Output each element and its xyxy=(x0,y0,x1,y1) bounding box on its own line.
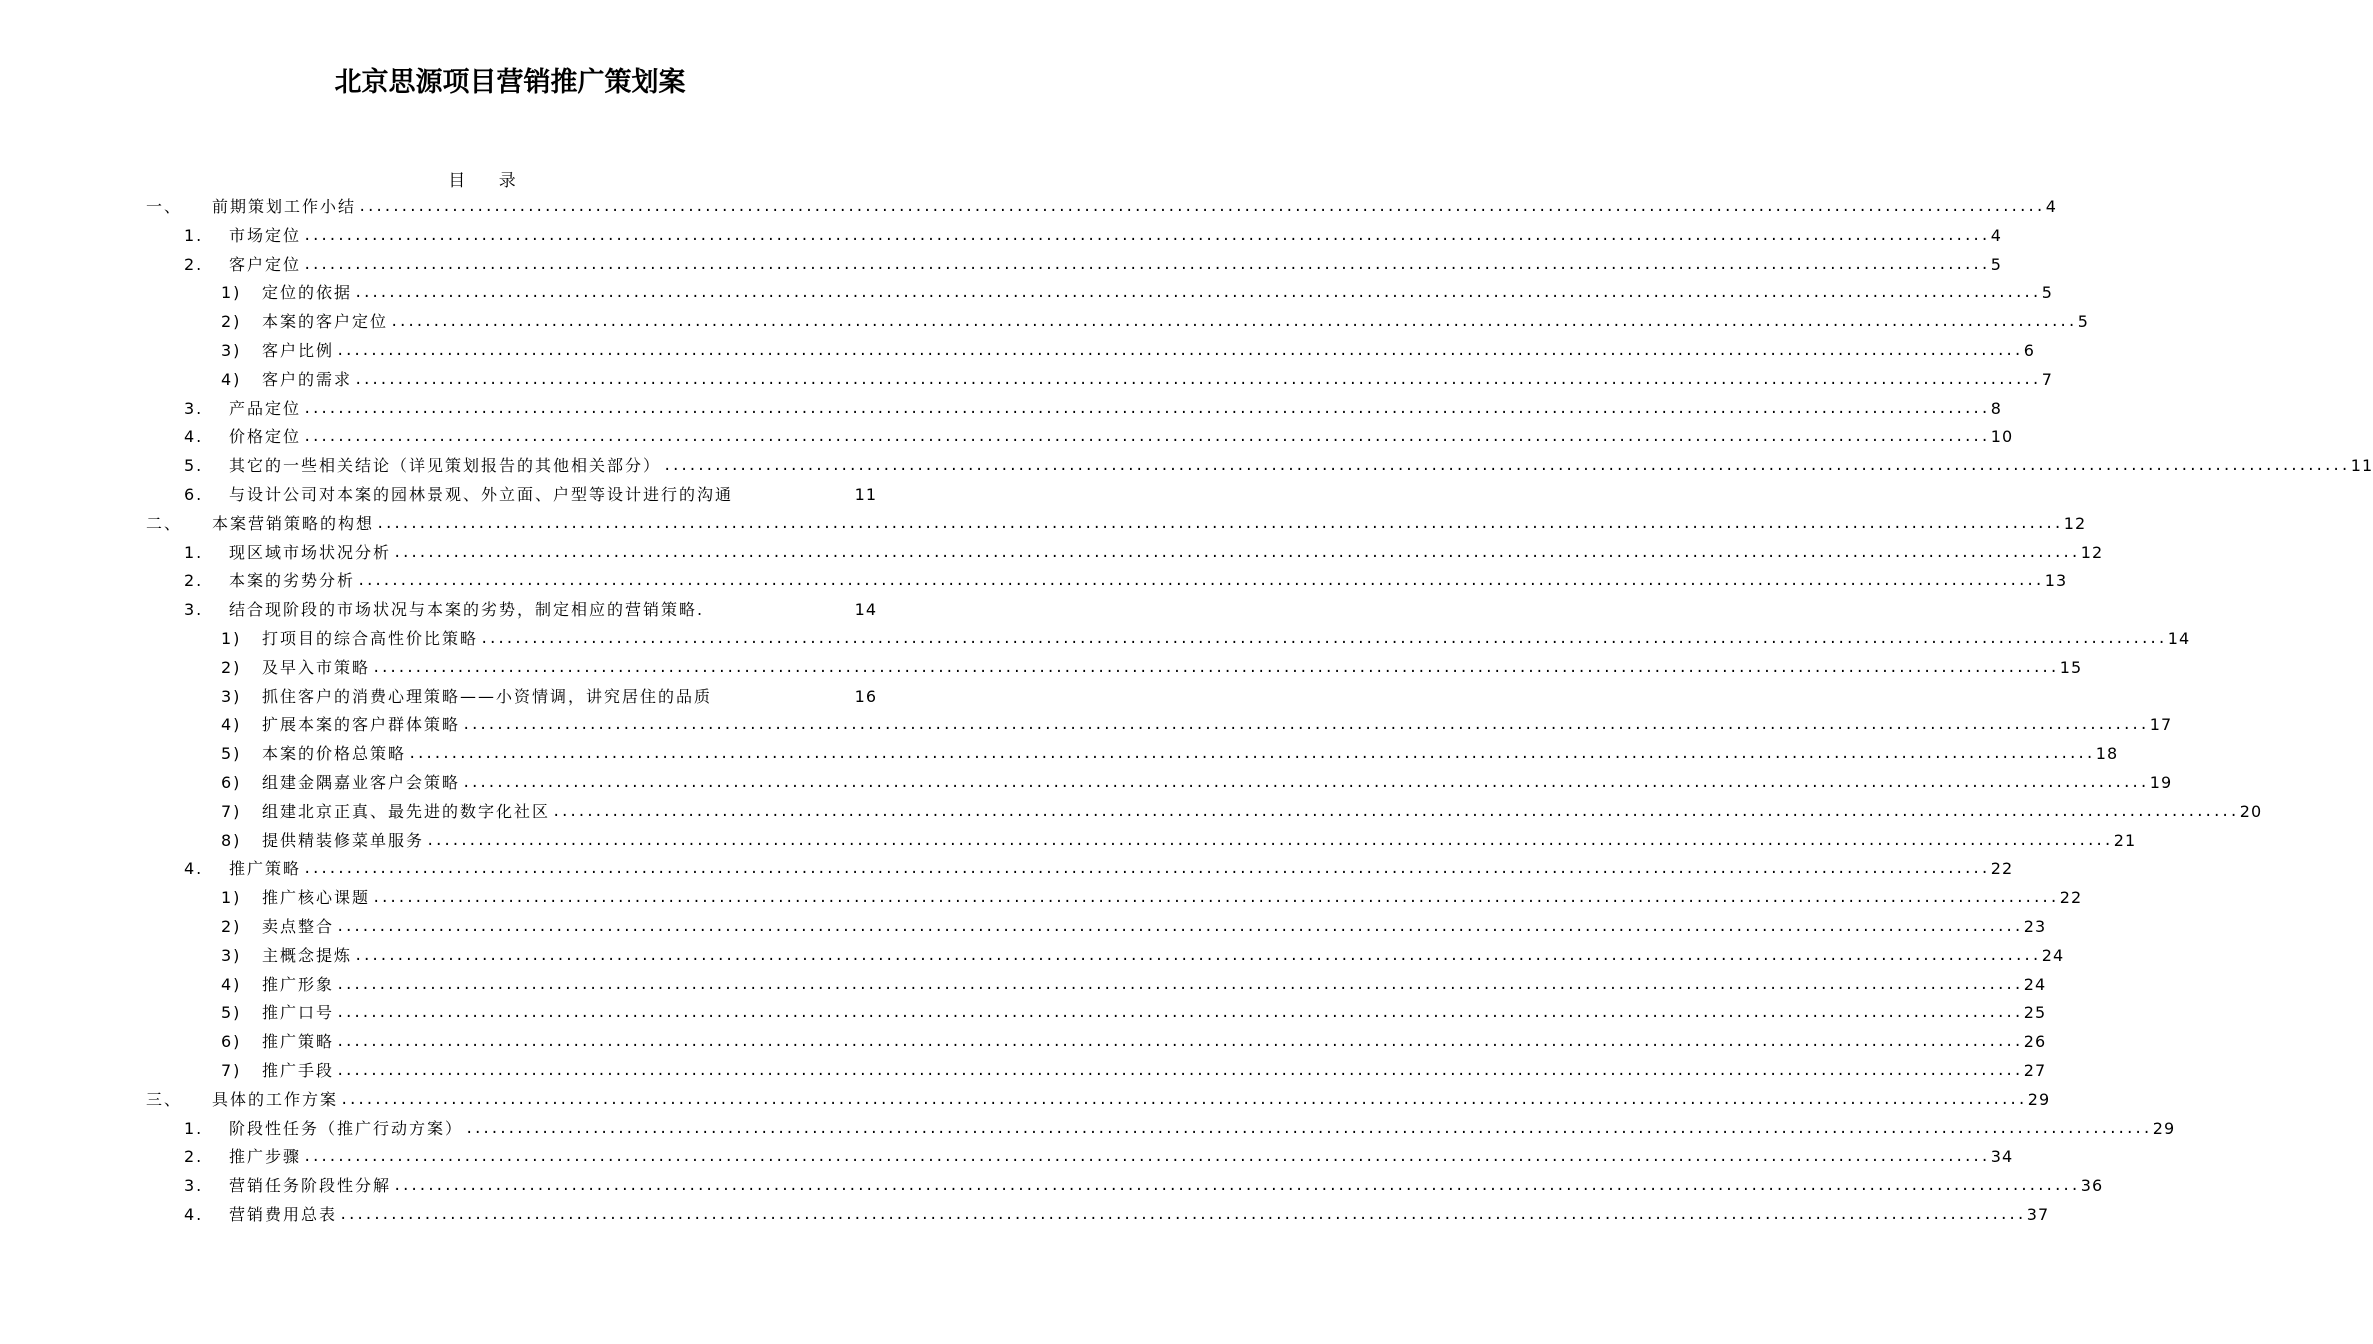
toc-entry-number: 3. xyxy=(184,1176,204,1196)
toc-entry-title: 阶段性任务（推广行动方案） xyxy=(229,1118,464,1138)
toc-page-number: 5 xyxy=(2041,283,2053,303)
toc-entry-title: 现区域市场状况分析 xyxy=(229,542,392,562)
toc-entry[interactable] xyxy=(0,539,2104,568)
dot-leader: ........................................................................................................................................................................................................ xyxy=(376,515,2062,532)
dot-leader: ........................................................................................................................................................................................................ xyxy=(358,199,2044,215)
dot-leader: ........................................................................................................................................................................................................ xyxy=(303,400,1989,417)
dot-leader: ........................................................................................................................................................................................................ xyxy=(336,1034,2022,1051)
toc-entry[interactable] xyxy=(0,855,2014,884)
dot-leader: ........................................................................................................................................................................................................ xyxy=(372,659,2058,676)
toc-entry[interactable] xyxy=(0,366,2053,395)
toc-entry[interactable] xyxy=(0,567,2068,596)
toc-entry-number: 4. xyxy=(184,1204,204,1224)
toc-entry-number: 1) xyxy=(221,888,242,908)
toc-page-number: 21 xyxy=(2113,830,2137,850)
toc-entry[interactable] xyxy=(0,740,2119,769)
toc-entry[interactable] xyxy=(0,596,950,625)
toc-page-number: 14 xyxy=(2167,628,2191,648)
toc-entry[interactable] xyxy=(0,827,2137,856)
toc-entry[interactable] xyxy=(0,1201,2050,1230)
toc-entry-title: 客户定位 xyxy=(229,254,302,274)
toc-entry-title: 前期策划工作小结 xyxy=(212,197,357,216)
toc-entry-number: 5. xyxy=(184,456,204,476)
dot-leader: ........................................................................................................................................................................................................ xyxy=(552,803,2238,820)
dot-leader: ........................................................................................................................................................................................................ xyxy=(340,1091,2026,1108)
toc-page-number: 24 xyxy=(2041,945,2065,965)
toc-entry-title: 抓住客户的消费心理策略——小资情调，讲究居住的品质 xyxy=(262,686,713,706)
toc-entry-title: 推广策略 xyxy=(229,859,302,879)
toc-page-number: 18 xyxy=(2095,744,2119,764)
toc-page-number: 16 xyxy=(854,686,877,706)
toc-page-number: 7 xyxy=(2041,369,2053,389)
toc-page-number: 17 xyxy=(2149,715,2173,735)
toc-page-number: 36 xyxy=(2080,1176,2104,1196)
toc-entry-title: 及早入市策略 xyxy=(262,657,371,677)
toc-entry-title: 市场定位 xyxy=(229,225,302,245)
toc-page-number: 6 xyxy=(2023,340,2035,360)
toc-page-number: 29 xyxy=(2152,1118,2176,1138)
toc-entry-number: 4. xyxy=(184,859,204,879)
toc-entry-title: 组建金隅嘉业客户会策略 xyxy=(262,772,461,792)
dot-leader: ........................................................................................................................................................................................................ xyxy=(336,976,2022,993)
dot-leader: ........................................................................................................................................................................................................ xyxy=(465,1120,2151,1137)
toc-page-number: 15 xyxy=(2059,657,2083,677)
toc-entry-number: 1. xyxy=(184,1118,204,1138)
toc-entry[interactable] xyxy=(0,999,2047,1028)
toc-entry-number: 一、 xyxy=(146,197,183,216)
toc-entry[interactable] xyxy=(0,711,2173,740)
toc-page-number: 13 xyxy=(2044,571,2068,591)
toc-entry[interactable] xyxy=(0,222,2002,251)
toc-entry-number: 3) xyxy=(221,340,242,360)
dot-leader: ........................................................................................................................................................................................................ xyxy=(336,1062,2022,1079)
toc-entry-title: 推广步骤 xyxy=(229,1147,302,1167)
toc-entry-number: 5) xyxy=(221,744,242,764)
toc-entry-number: 1) xyxy=(221,283,242,303)
toc-entry[interactable] xyxy=(0,1143,2014,1172)
toc-entry-title: 本案营销策略的构想 xyxy=(212,513,375,533)
dot-leader: ........................................................................................................................................................................................................ xyxy=(357,573,2043,590)
document-title: 北京思源项目营销推广策划案 xyxy=(334,67,686,98)
toc-entry-title: 本案的客户定位 xyxy=(262,312,389,332)
toc-entry-number: 7) xyxy=(221,801,242,821)
toc-entry-number: 4) xyxy=(221,715,242,735)
toc-entry-title: 打项目的综合高性价比策略 xyxy=(262,628,479,648)
dot-leader: ........................................................................................................................................................................................................ xyxy=(336,1005,2022,1022)
toc-entry-number: 3) xyxy=(221,945,242,965)
toc-entry[interactable] xyxy=(0,193,2057,222)
toc-entry-number: 6) xyxy=(221,1032,242,1052)
dot-leader: ........................................................................................................................................................................................................ xyxy=(354,947,2040,964)
toc-entry-title: 扩展本案的客户群体策略 xyxy=(262,715,461,735)
toc-entry-title: 推广核心课题 xyxy=(262,888,371,908)
dot-leader: ........................................................................................................................................................................................................ xyxy=(303,256,1989,273)
toc-entry[interactable] xyxy=(0,1115,2176,1144)
dot-leader: ........................................................................................................................................................................................................ xyxy=(303,227,1989,244)
toc-entry[interactable] xyxy=(0,510,2087,539)
toc-entry[interactable] xyxy=(0,1172,2104,1201)
toc-page-number: 37 xyxy=(2026,1204,2050,1224)
table-of-contents xyxy=(0,193,2373,1230)
toc-entry[interactable] xyxy=(0,654,2083,683)
toc-entry-title: 定位的依据 xyxy=(262,283,353,303)
dot-leader: ........................................................................................................................................................................................................ xyxy=(303,429,1989,446)
dot-leader: ........................................................................................................................................................................................................ xyxy=(462,717,2148,734)
toc-entry[interactable] xyxy=(0,423,2014,452)
dot-leader: ........................................................................................................................................................................................................ xyxy=(408,746,2094,763)
toc-page-number: 11 xyxy=(2350,456,2373,476)
toc-entry[interactable] xyxy=(0,1028,2047,1057)
dot-leader: ........................................................................................................................................................................................................ xyxy=(426,832,2112,849)
dot-leader: ........................................................................................................................................................................................................ xyxy=(336,918,2022,935)
toc-entry-title: 组建北京正真、最先进的数字化社区 xyxy=(262,801,551,821)
toc-page-number: 24 xyxy=(2023,974,2047,994)
dot-leader: ........................................................................................................................................................................................................ xyxy=(372,890,2058,907)
toc-entry[interactable] xyxy=(0,798,2263,827)
toc-page-number: 10 xyxy=(1990,427,2014,447)
toc-entry-number: 1. xyxy=(184,225,204,245)
toc-page-number: 11 xyxy=(854,484,877,504)
toc-entry-number: 2) xyxy=(221,312,242,332)
toc-page-number: 14 xyxy=(854,600,877,620)
toc-entry-title: 结合现阶段的市场状况与本案的劣势，制定相应的营销策略. xyxy=(229,600,705,620)
toc-entry-number: 1) xyxy=(221,628,242,648)
toc-entry[interactable] xyxy=(0,452,2373,481)
dot-leader: ........................................................................................................................................................................................................ xyxy=(303,1149,1989,1166)
toc-page-number: 19 xyxy=(2149,772,2173,792)
toc-entry-number: 3. xyxy=(184,398,204,418)
toc-entry-title: 其它的一些相关结论（详见策划报告的其他相关部分） xyxy=(229,456,662,476)
toc-entry-number: 2) xyxy=(221,916,242,936)
toc-page-number: 8 xyxy=(1990,398,2002,418)
toc-entry[interactable] xyxy=(0,395,2002,424)
toc-entry-number: 2. xyxy=(184,254,204,274)
toc-entry-number: 8) xyxy=(221,830,242,850)
toc-entry[interactable] xyxy=(0,1086,2051,1115)
toc-entry-title: 客户比例 xyxy=(262,340,335,360)
toc-entry[interactable] xyxy=(0,337,2035,366)
toc-entry[interactable] xyxy=(0,884,2083,913)
toc-entry-number: 2) xyxy=(221,657,242,677)
toc-entry[interactable] xyxy=(0,308,2089,337)
toc-page-number: 27 xyxy=(2023,1060,2047,1080)
toc-entry-number: 4) xyxy=(221,974,242,994)
toc-entry-title: 营销费用总表 xyxy=(229,1204,338,1224)
dot-leader: ........................................................................................................................................................................................................ xyxy=(354,371,2040,388)
toc-entry[interactable] xyxy=(0,913,2047,942)
toc-entry[interactable] xyxy=(0,971,2047,1000)
toc-entry-number: 4. xyxy=(184,427,204,447)
toc-heading: 目 录 xyxy=(448,171,530,191)
dot-leader: ........................................................................................................................................................................................................ xyxy=(303,861,1989,878)
toc-entry[interactable] xyxy=(0,683,950,712)
toc-entry-title: 与设计公司对本案的园林景观、外立面、户型等设计进行的沟通 xyxy=(229,484,734,504)
toc-page-number: 25 xyxy=(2023,1003,2047,1023)
toc-entry-number: 4) xyxy=(221,369,242,389)
toc-entry[interactable] xyxy=(0,1057,2047,1086)
toc-entry[interactable] xyxy=(0,279,2053,308)
dot-leader: ........................................................................................................................................................................................................ xyxy=(663,458,2349,475)
toc-entry[interactable] xyxy=(0,769,2173,798)
toc-entry-title: 推广策略 xyxy=(262,1032,335,1052)
toc-page-number: 12 xyxy=(2063,513,2087,533)
toc-entry-title: 推广口号 xyxy=(262,1003,335,1023)
toc-entry-title: 价格定位 xyxy=(229,427,302,447)
dot-leader: ........................................................................................................................................................................................................ xyxy=(480,630,2166,647)
toc-page-number: 12 xyxy=(2080,542,2104,562)
toc-page-number: 5 xyxy=(2077,312,2089,332)
toc-page-number: 34 xyxy=(1990,1147,2014,1167)
toc-entry-title: 营销任务阶段性分解 xyxy=(229,1176,392,1196)
toc-entry-title: 本案的价格总策略 xyxy=(262,744,407,764)
dot-leader: ........................................................................................................................................................................................................ xyxy=(339,1206,2025,1223)
toc-page-number: 5 xyxy=(1990,254,2002,274)
toc-entry[interactable] xyxy=(0,481,950,510)
dot-leader: ........................................................................................................................................................................................................ xyxy=(336,342,2022,359)
toc-page-number: 22 xyxy=(2059,888,2083,908)
dot-leader: ........................................................................................................................................................................................................ xyxy=(390,314,2076,331)
toc-entry-title: 客户的需求 xyxy=(262,369,353,389)
toc-entry-title: 提供精装修菜单服务 xyxy=(262,830,425,850)
toc-page-number: 4 xyxy=(1990,225,2002,245)
toc-page-number: 22 xyxy=(1990,859,2014,879)
toc-page-number: 26 xyxy=(2023,1032,2047,1052)
toc-entry-number: 5) xyxy=(221,1003,242,1023)
toc-entry-title: 主概念提炼 xyxy=(262,945,353,965)
toc-entry-title: 卖点整合 xyxy=(262,916,335,936)
toc-entry-number: 3) xyxy=(221,686,242,706)
toc-entry-number: 6. xyxy=(184,484,204,504)
toc-entry-number: 三、 xyxy=(146,1089,183,1109)
toc-entry-number: 二、 xyxy=(146,513,183,533)
toc-entry-number: 6) xyxy=(221,772,242,792)
toc-entry-title: 具体的工作方案 xyxy=(212,1089,339,1109)
toc-page-number: 23 xyxy=(2023,916,2047,936)
dot-leader: ........................................................................................................................................................................................................ xyxy=(354,285,2040,302)
toc-page-number: 20 xyxy=(2239,801,2263,821)
toc-page-number: 29 xyxy=(2027,1089,2051,1109)
toc-entry-number: 3. xyxy=(184,600,204,620)
toc-entry-number: 2. xyxy=(184,1147,204,1167)
toc-entry-title: 推广手段 xyxy=(262,1060,335,1080)
toc-entry[interactable] xyxy=(0,942,2065,971)
toc-entry-title: 推广形象 xyxy=(262,974,335,994)
toc-entry-number: 7) xyxy=(221,1060,242,1080)
toc-page-number: 4 xyxy=(2045,197,2057,216)
toc-entry-title: 产品定位 xyxy=(229,398,302,418)
dot-leader: ........................................................................................................................................................................................................ xyxy=(393,544,2079,561)
toc-entry[interactable] xyxy=(0,251,2002,280)
toc-entry-number: 2. xyxy=(184,571,204,591)
dot-leader: ........................................................................................................................................................................................................ xyxy=(393,1178,2079,1195)
toc-entry[interactable] xyxy=(0,625,2191,654)
toc-entry-number: 1. xyxy=(184,542,204,562)
toc-entry-title: 本案的劣势分析 xyxy=(229,571,356,591)
dot-leader: ........................................................................................................................................................................................................ xyxy=(462,774,2148,791)
